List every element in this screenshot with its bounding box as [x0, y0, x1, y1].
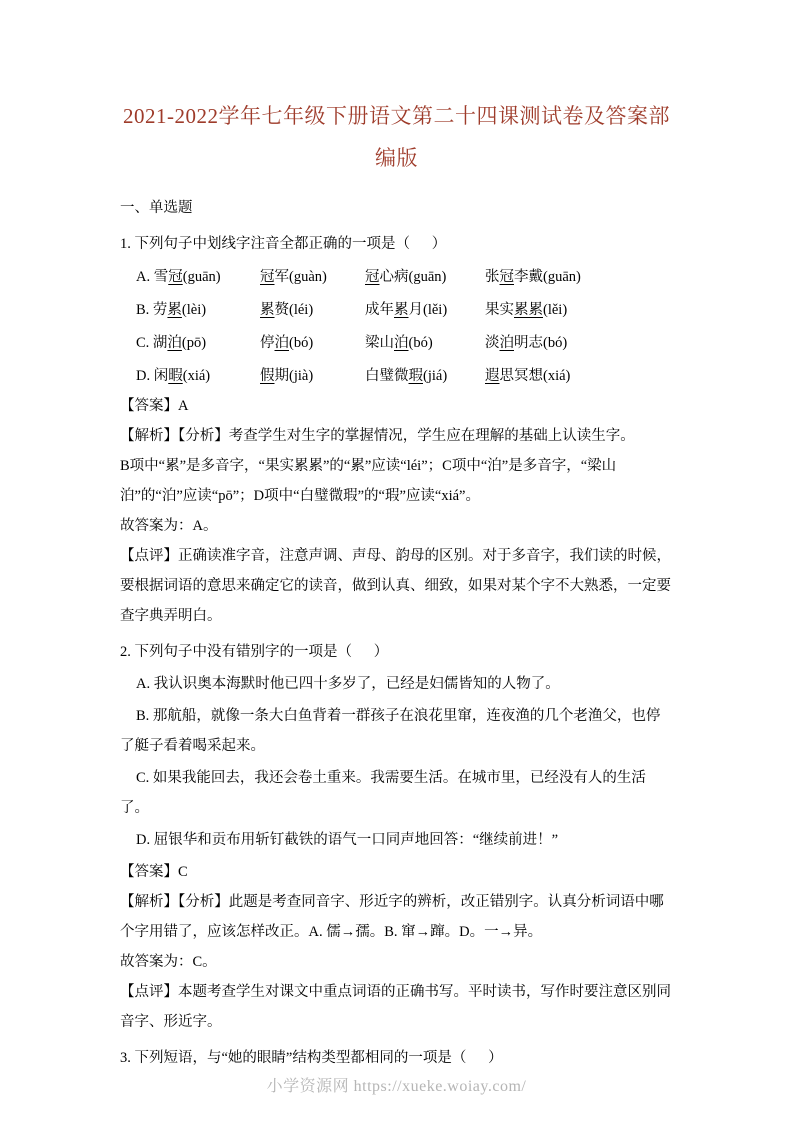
q1-option-a-item-3: 冠心病(guān) — [365, 269, 447, 285]
underlined-char: 冠 — [168, 269, 183, 285]
section-heading: 一、单选题 — [120, 200, 193, 216]
q1-option-c-item-4: 淡泊明志(bó) — [485, 335, 568, 351]
q2-option-c: C. 如果我能回去，我还会卷土重来。我需要生活。在城市里，已经没有人的生活了。 — [120, 770, 646, 816]
question-1-text: 1. 下列句子中划线字注音全都正确的一项是（ ） — [120, 236, 447, 252]
q2-analysis: 【解析】【分析】此题是考查同音字、形近字的辨析，改正错别字。认真分析词语中哪个字用错了，应该怎样改正。A. 儒→孺。B. 窜→蹿。D。一→异。 — [120, 894, 664, 940]
question-2-text: 2. 下列句子中没有错别字的一项是（ ） — [120, 644, 389, 660]
site-watermark: 小学资源网 https://xueke.woiay.com/ — [266, 1078, 527, 1095]
option-label: C. — [136, 335, 153, 351]
q2-option-b: B. 那航船，就像一条大白鱼背着一群孩子在浪花里窜，连夜渔的几个老渔父，也停了艇子看着喝采起来。 — [120, 708, 661, 754]
q1-option-a-item-4: 张冠李戴(guān) — [485, 269, 581, 285]
q1-option-b-item-1: B. 劳累(lèi) — [136, 302, 207, 318]
question-1-options-table — [136, 259, 581, 391]
underlined-char: 假 — [260, 368, 275, 384]
q1-option-a-item-1: A. 雪冠(guān) — [136, 269, 221, 285]
q1-option-row-d — [136, 358, 581, 391]
underlined-char: 泊 — [394, 335, 409, 351]
underlined-char: 累 — [260, 302, 275, 318]
q1-option-b-item-4: 果实累累(lěi) — [485, 302, 568, 318]
q1-option-d-item-2: 假期(jià) — [260, 368, 314, 384]
underlined-char: 暇 — [168, 368, 183, 384]
question-3-text: 3. 下列短语，与“她的眼睛”结构类型都相同的一项是（ ） — [120, 1050, 503, 1066]
q1-option-b-item-2: 累赘(léi) — [260, 302, 314, 318]
q1-option-d-item-3: 白璧微瑕(jiá) — [365, 368, 448, 384]
q2-answer: 【答案】C — [120, 864, 188, 880]
q1-option-a-item-2: 冠军(guàn) — [260, 269, 327, 285]
underlined-char: 泊 — [274, 335, 289, 351]
q1-option-c-item-1: C. 湖泊(pō) — [136, 335, 207, 351]
underlined-char: 泊 — [499, 335, 514, 351]
q2-option-d: D. 屈银华和贡布用斩钉截铁的语气一口同声地回答：“继续前进！” — [136, 832, 559, 848]
q1-option-d-item-4: 遐思冥想(xiá) — [485, 368, 571, 384]
q1-analysis-1: 【解析】【分析】考查学生对生字的掌握情况，学生应在理解的基础上认读生字。 — [120, 428, 635, 444]
q2-conclusion: 故答案为：C。 — [120, 954, 217, 970]
option-label: D. — [136, 368, 154, 384]
q1-option-b-item-3: 成年累月(lěi) — [365, 302, 448, 318]
q1-option-c-item-3: 梁山泊(bó) — [365, 335, 433, 351]
underlined-char: 冠 — [365, 269, 380, 285]
q2-comment: 【点评】本题考查学生对课文中重点词语的正确书写。平时读书，写作时要注意区别同音字、形近字。 — [120, 984, 671, 1030]
q1-conclusion: 故答案为：A。 — [120, 518, 218, 534]
underlined-char: 遐 — [485, 368, 500, 384]
underlined-char: 瑕 — [408, 368, 423, 384]
q1-answer: 【答案】A — [120, 398, 189, 414]
underlined-char: 泊 — [167, 335, 182, 351]
underlined-char: 冠 — [260, 269, 275, 285]
title-line-2: 编版 — [375, 146, 418, 170]
underlined-char: 累累 — [514, 302, 543, 318]
q1-option-row-b — [136, 292, 581, 325]
q1-option-row-c — [136, 325, 581, 358]
option-label: A. — [136, 269, 154, 285]
q1-analysis-2: B项中“累”是多音字，“果实累累”的“累”应读“léi”；C项中“泊”是多音字，“梁山泊”的“泊”应读“pō”；D项中“白璧微瑕”的“瑕”应读“xiá”。 — [120, 458, 617, 504]
q1-comment: 【点评】正确读准字音，注意声调、声母、韵母的区别。对于多音字，我们读的时候，要根据词语的意思来确定它的读音，做到认真、细致，如果对某个字不大熟悉，一定要查字典弄明白。 — [120, 548, 671, 624]
document-title — [108, 95, 685, 179]
underlined-char: 冠 — [499, 269, 514, 285]
title-line-1: 2021-2022学年七年级下册语文第二十四课测试卷及答案部 — [123, 104, 670, 128]
underlined-char: 累 — [167, 302, 182, 318]
option-label: B. — [136, 302, 153, 318]
q1-option-row-a — [136, 259, 581, 292]
underlined-char: 累 — [394, 302, 409, 318]
q1-option-d-item-1: D. 闲暇(xiá) — [136, 368, 211, 384]
q1-option-c-item-2: 停泊(bó) — [260, 335, 314, 351]
q2-option-a: A. 我认识奥本海默时他已四十多岁了，已经是妇儒皆知的人物了。 — [136, 676, 560, 692]
